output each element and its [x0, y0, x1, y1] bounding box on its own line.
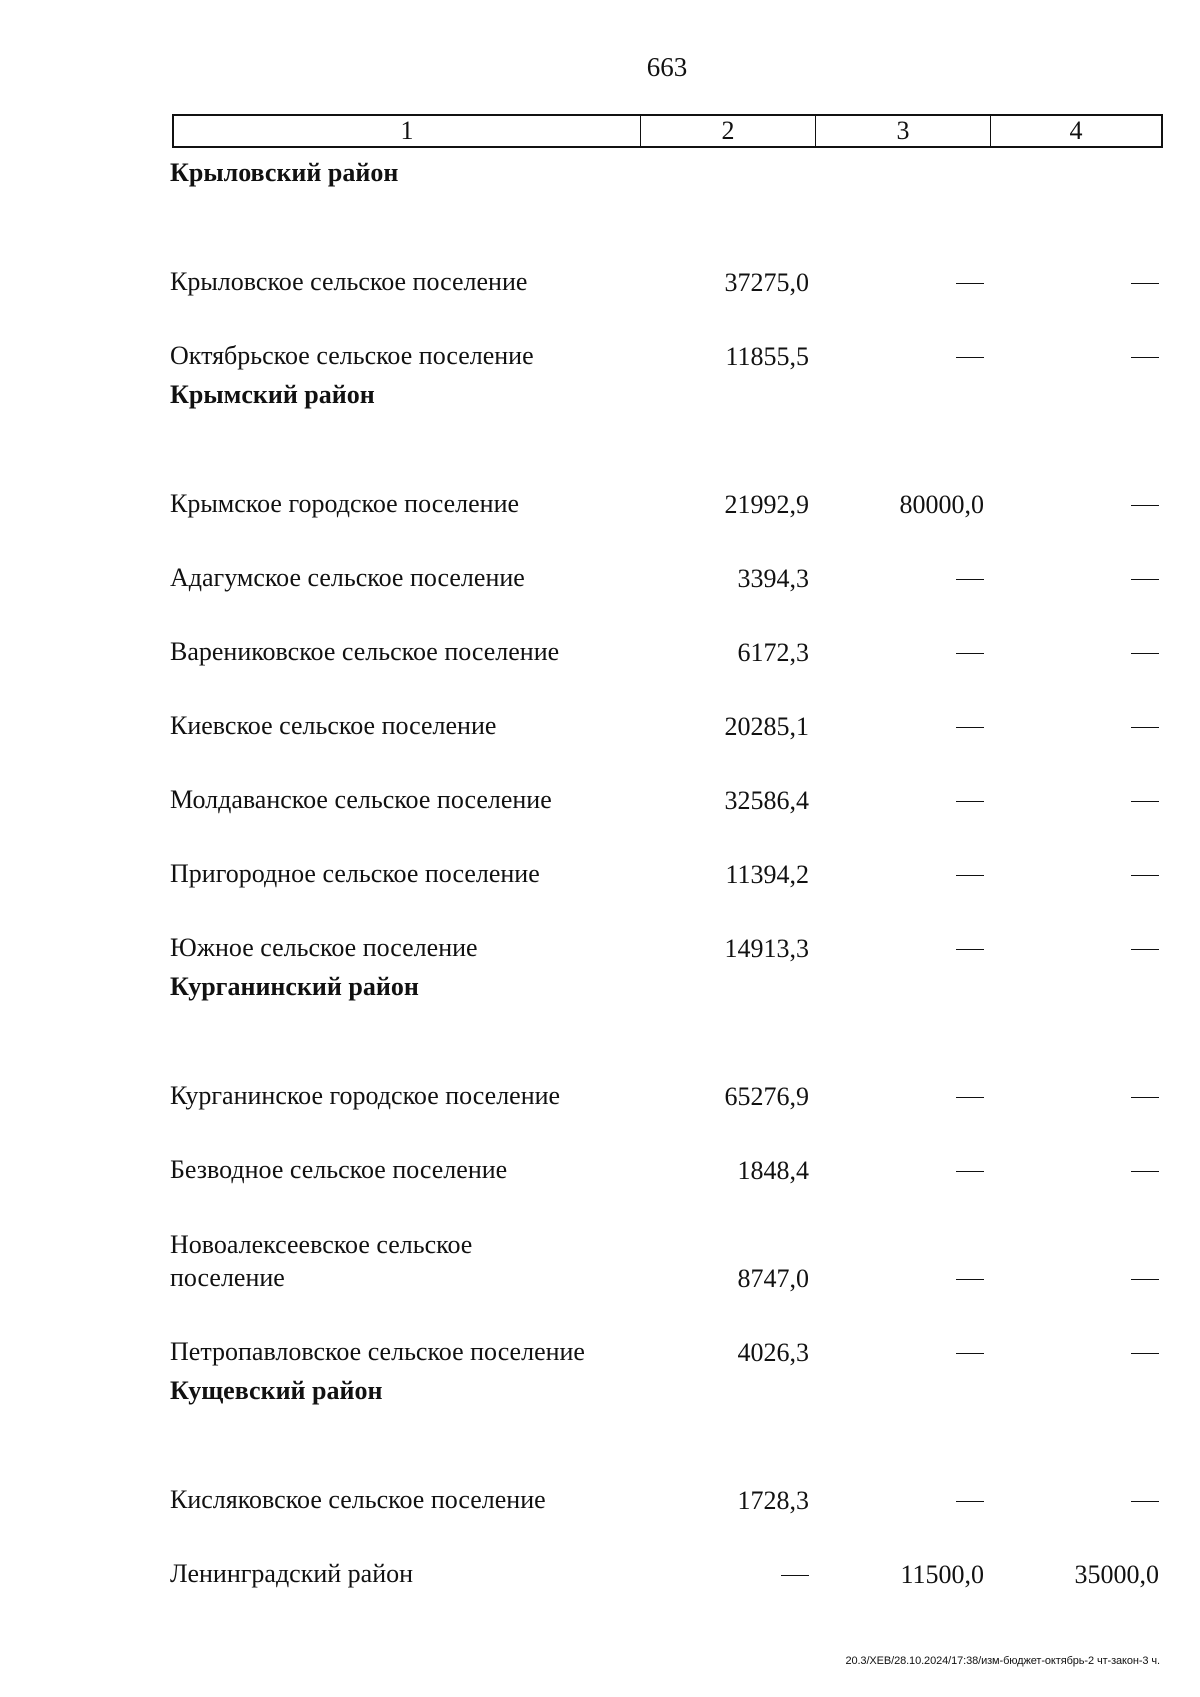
- table-row: [170, 1038, 1165, 1112]
- value-dash-c4: [990, 934, 1165, 964]
- value-dash-c3: [815, 712, 990, 742]
- value-dash-c4: [990, 1264, 1165, 1294]
- dash-mark: [956, 1097, 984, 1098]
- dash-mark: [1131, 653, 1159, 654]
- page-number: 663: [646, 52, 688, 82]
- table-body: [170, 150, 1165, 1590]
- table-row: [170, 520, 1165, 594]
- settlement-name: Южное сельское поселение: [170, 933, 478, 962]
- table-row: [170, 594, 1165, 668]
- value-dash-c4: [990, 1082, 1165, 1112]
- settlement-name: Кисляковское сельское поселение: [170, 1485, 546, 1514]
- settlement-name-line-1: Новоалексеевское сельское: [170, 1230, 473, 1259]
- dash-mark: [1131, 1097, 1159, 1098]
- settlement-name: Петропавловское сельское поселение: [170, 1337, 585, 1366]
- value-dash-c3: [815, 1486, 990, 1516]
- dash-mark: [781, 1575, 809, 1576]
- district-name: Курганинский район: [170, 971, 419, 1001]
- settlement-name: [170, 1228, 640, 1294]
- dash-mark: [1131, 1501, 1159, 1502]
- value-dash-c4: [990, 860, 1165, 890]
- value-c2: 11855,5: [725, 342, 809, 371]
- table-row: [170, 224, 1165, 298]
- dash-mark: [1131, 1279, 1159, 1280]
- column-header-4: 4: [1069, 116, 1083, 145]
- value-c2: 8747,0: [737, 1264, 809, 1293]
- district-heading: [170, 372, 1165, 416]
- value-c2: 20285,1: [724, 712, 809, 741]
- value-c2: 37275,0: [724, 268, 809, 297]
- settlement-name: Ленинградский район: [170, 1559, 414, 1588]
- dash-mark: [956, 949, 984, 950]
- dash-mark: [956, 357, 984, 358]
- settlement-name: Пригородное сельское поселение: [170, 859, 540, 888]
- district-heading: [170, 150, 1165, 194]
- table-row: [170, 446, 1165, 520]
- value-dash-c4: [990, 1338, 1165, 1368]
- value-c2: 1728,3: [737, 1486, 809, 1515]
- value-c2: 3394,3: [737, 564, 809, 593]
- value-c2: 21992,9: [724, 490, 809, 519]
- value-dash-c4: [990, 490, 1165, 520]
- column-header-3: 3: [816, 116, 991, 146]
- value-dash-c4: [990, 712, 1165, 742]
- value-c3: 80000,0: [899, 490, 984, 519]
- district-name: Крымский район: [170, 379, 375, 409]
- settlement-name: Варениковское сельское поселение: [170, 637, 560, 666]
- dash-mark: [1131, 875, 1159, 876]
- settlement-name: Безводное сельское поселение: [170, 1155, 508, 1184]
- value-dash-c3: [815, 564, 990, 594]
- dash-mark: [1131, 357, 1159, 358]
- settlement-name: Октябрьское сельское поселение: [170, 341, 534, 370]
- settlement-name: Адагумское сельское поселение: [170, 563, 525, 592]
- column-header-1: 1: [174, 116, 641, 146]
- dash-mark: [956, 801, 984, 802]
- settlement-name-line-2: поселение: [170, 1263, 285, 1292]
- table-row: [170, 1112, 1165, 1186]
- dash-mark: [1131, 949, 1159, 950]
- dash-mark: [956, 1279, 984, 1280]
- value-dash-c4: [990, 1156, 1165, 1186]
- table-row: [170, 890, 1165, 964]
- dash-mark: [956, 875, 984, 876]
- dash-mark: [1131, 1171, 1159, 1172]
- table-row: [170, 1516, 1165, 1590]
- value-c2: 32586,4: [724, 786, 809, 815]
- table-row: [170, 1186, 1165, 1294]
- table-row: [170, 1442, 1165, 1516]
- district-name: Кущевский район: [170, 1375, 383, 1405]
- table-row: [170, 816, 1165, 890]
- dash-mark: [1131, 1353, 1159, 1354]
- table-row: [170, 742, 1165, 816]
- dash-mark: [1131, 283, 1159, 284]
- dash-mark: [956, 1353, 984, 1354]
- settlement-name: Крыловское сельское поселение: [170, 267, 528, 296]
- dash-mark: [956, 579, 984, 580]
- dash-mark: [1131, 579, 1159, 580]
- value-dash-c3: [815, 638, 990, 668]
- value-dash-c2: [640, 1560, 815, 1590]
- dash-mark: [956, 283, 984, 284]
- settlement-name: Крымское городское поселение: [170, 489, 520, 518]
- value-dash-c4: [990, 564, 1165, 594]
- value-c3: 11500,0: [900, 1560, 984, 1589]
- settlement-name: Молдаванское сельское поселение: [170, 785, 552, 814]
- dash-mark: [956, 1171, 984, 1172]
- value-dash-c3: [815, 1338, 990, 1368]
- value-dash-c4: [990, 638, 1165, 668]
- table-row: [170, 298, 1165, 372]
- value-dash-c4: [990, 786, 1165, 816]
- value-c2: 11394,2: [725, 860, 809, 889]
- value-c2: 6172,3: [737, 638, 809, 667]
- table-row: [170, 668, 1165, 742]
- value-dash-c3: [815, 934, 990, 964]
- dash-mark: [956, 1501, 984, 1502]
- value-dash-c3: [815, 786, 990, 816]
- dash-mark: [1131, 505, 1159, 506]
- value-dash-c3: [815, 860, 990, 890]
- value-c4: 35000,0: [1074, 1560, 1159, 1589]
- district-heading: [170, 1368, 1165, 1412]
- value-c2: 14913,3: [724, 934, 809, 963]
- table-header: [172, 114, 1163, 148]
- settlement-name: Курганинское городское поселение: [170, 1081, 561, 1110]
- value-dash-c3: [815, 342, 990, 372]
- district-name: Крыловский район: [170, 157, 399, 187]
- value-dash-c4: [990, 342, 1165, 372]
- footer-document-code: 20.3/ХЕВ/28.10.2024/17:38/изм-бюджет-октябрь-2 чт-закон-3 ч.: [845, 1655, 1160, 1667]
- dash-mark: [956, 653, 984, 654]
- district-heading: [170, 964, 1165, 1008]
- value-dash-c3: [815, 1082, 990, 1112]
- value-c2: 65276,9: [724, 1082, 809, 1111]
- settlement-name: Киевское сельское поселение: [170, 711, 497, 740]
- table-row: [170, 1294, 1165, 1368]
- value-dash-c3: [815, 1156, 990, 1186]
- dash-mark: [956, 727, 984, 728]
- column-header-2: 2: [641, 116, 816, 146]
- dash-mark: [1131, 727, 1159, 728]
- dash-mark: [1131, 801, 1159, 802]
- value-dash-c4: [990, 268, 1165, 298]
- value-dash-c3: [815, 1264, 990, 1294]
- value-c2: 1848,4: [737, 1156, 809, 1185]
- value-dash-c3: [815, 268, 990, 298]
- value-dash-c4: [990, 1486, 1165, 1516]
- value-c2: 4026,3: [737, 1338, 809, 1367]
